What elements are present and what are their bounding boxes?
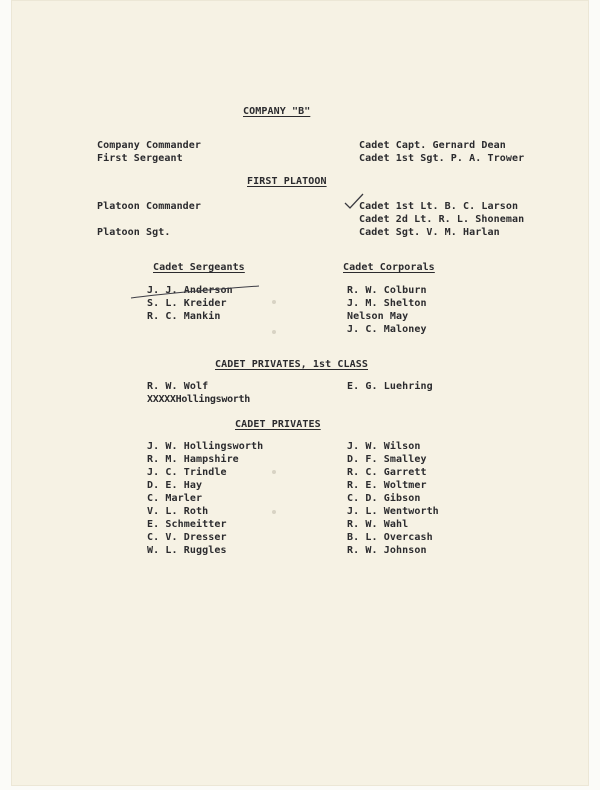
corporal-name: J. C. Maloney bbox=[347, 324, 427, 335]
private-name: R. W. Wahl bbox=[347, 519, 409, 530]
private-name: B. L. Overcash bbox=[347, 532, 433, 543]
private-name: R. M. Hampshire bbox=[147, 454, 239, 465]
sergeant-name: J. J. Anderson bbox=[147, 285, 233, 296]
private-first-class-name: E. G. Luehring bbox=[347, 381, 433, 392]
sergeant-name: R. C. Mankin bbox=[147, 311, 221, 322]
company-title: COMPANY "B" bbox=[243, 106, 311, 117]
private-name: J. W. Wilson bbox=[347, 441, 421, 452]
company-commander-label: Company Commander bbox=[97, 140, 202, 151]
punch-hole-mark bbox=[272, 510, 276, 514]
private-name: C. V. Dresser bbox=[147, 532, 227, 543]
pen-line-mark bbox=[129, 282, 261, 302]
first-platoon-heading: FIRST PLATOON bbox=[247, 176, 327, 187]
private-name: D. E. Hay bbox=[147, 480, 203, 491]
punch-hole-mark bbox=[272, 470, 276, 474]
punch-hole-mark bbox=[272, 300, 276, 304]
cadet-corporals-heading: Cadet Corporals bbox=[343, 262, 435, 273]
private-name: J. C. Trindle bbox=[147, 467, 227, 478]
private-name: W. L. Ruggles bbox=[147, 545, 227, 556]
platoon-second-lt-name: Cadet 2d Lt. R. L. Shoneman bbox=[359, 214, 525, 225]
sergeant-name: S. L. Kreider bbox=[147, 298, 227, 309]
corporal-name: R. W. Colburn bbox=[347, 285, 427, 296]
private-name: R. C. Garrett bbox=[347, 467, 427, 478]
private-name: V. L. Roth bbox=[147, 506, 209, 517]
corporal-name: Nelson May bbox=[347, 311, 409, 322]
first-sergeant-name: Cadet 1st Sgt. P. A. Trower bbox=[359, 153, 525, 164]
cadet-sergeants-heading: Cadet Sergeants bbox=[153, 262, 245, 273]
private-name: J. L. Wentworth bbox=[347, 506, 439, 517]
private-name: D. F. Smalley bbox=[347, 454, 427, 465]
private-name: J. W. Hollingsworth bbox=[147, 441, 264, 452]
platoon-commander-name: Cadet 1st Lt. B. C. Larson bbox=[359, 201, 519, 212]
private-name: C. Marler bbox=[147, 493, 203, 504]
private-name: C. D. Gibson bbox=[347, 493, 421, 504]
platoon-commander-label: Platoon Commander bbox=[97, 201, 202, 212]
platoon-sgt-label: Platoon Sgt. bbox=[97, 227, 171, 238]
company-commander-name: Cadet Capt. Gernard Dean bbox=[359, 140, 506, 151]
struck-out-entry: XXXXXHollingsworth bbox=[147, 394, 250, 405]
cadet-privates-heading: CADET PRIVATES bbox=[235, 419, 321, 430]
platoon-sgt-name: Cadet Sgt. V. M. Harlan bbox=[359, 227, 500, 238]
corporal-name: J. M. Shelton bbox=[347, 298, 427, 309]
private-name: E. Schmeitter bbox=[147, 519, 227, 530]
punch-hole-mark bbox=[272, 330, 276, 334]
private-name: R. W. Johnson bbox=[347, 545, 427, 556]
private-name: R. E. Woltmer bbox=[347, 480, 427, 491]
private-first-class-name: R. W. Wolf bbox=[147, 381, 209, 392]
privates-first-class-heading: CADET PRIVATES, 1st CLASS bbox=[215, 359, 369, 370]
document-page bbox=[11, 0, 589, 786]
first-sergeant-label: First Sergeant bbox=[97, 153, 183, 164]
